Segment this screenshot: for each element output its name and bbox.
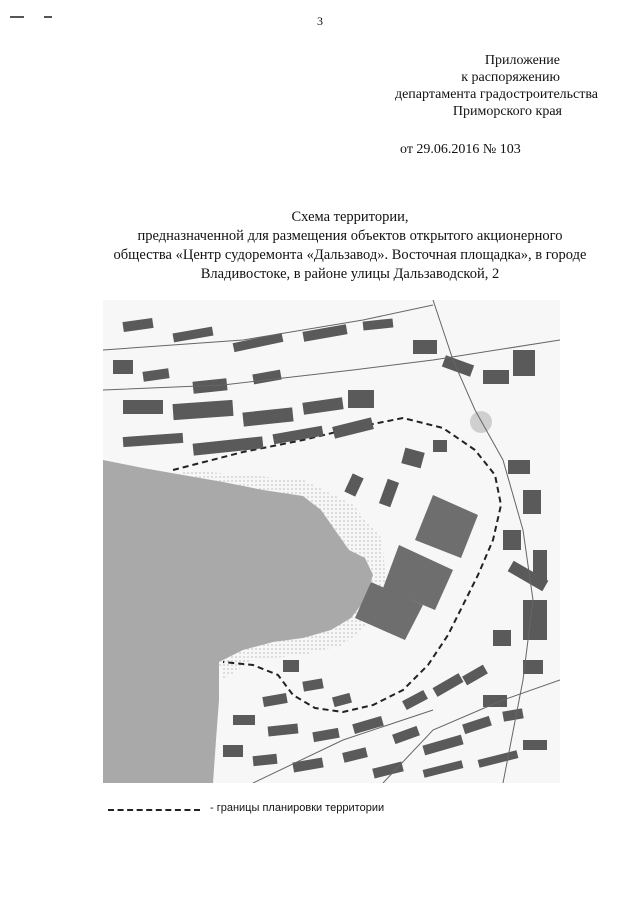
building-footprint [348,390,374,408]
building-footprint [233,715,255,725]
building-footprint [503,530,521,550]
appendix-line: к распоряжению [461,70,560,85]
appendix-line: департамента градостроительства [394,87,598,102]
appendix-block [298,52,598,120]
title-line: Владивостоке, в районе улицы Дальзаводской, 2 [200,266,500,282]
building-footprint [508,460,530,474]
building-footprint [483,695,507,707]
page-number: 3 [317,14,323,28]
scan-mark [10,16,24,18]
building-footprint [123,400,163,414]
title-line: предназначенной для размещения объектов открытого акционерного [137,228,563,244]
title-line: общества «Центр судоремонта «Дальзавод». Восточная площадка», в городе [113,247,587,263]
scan-mark [44,16,52,18]
building-footprint [493,630,511,646]
document-date: от 29.06.2016 № 103 [400,142,521,157]
building-footprint [523,740,547,750]
building-footprint [483,370,509,384]
appendix-line: Приморского края [452,104,562,119]
title-line: Схема территории, [291,209,409,225]
building-footprint [523,600,547,640]
building-footprint [223,745,243,757]
building-footprint [413,340,437,354]
building-footprint [283,660,299,672]
territory-map [103,300,560,783]
building-footprint [523,660,543,674]
map-legend [108,800,528,820]
building-footprint [113,360,133,374]
building-footprint [523,490,541,514]
building-footprint [433,440,447,452]
legend-dash-line [108,809,200,811]
roundabout [470,411,492,433]
building-footprint [513,350,535,376]
scheme-title [100,208,600,284]
appendix-title: Приложение [484,53,560,68]
legend-label: - границы планировки территории [210,802,385,814]
territory-map-drawing [103,300,560,783]
